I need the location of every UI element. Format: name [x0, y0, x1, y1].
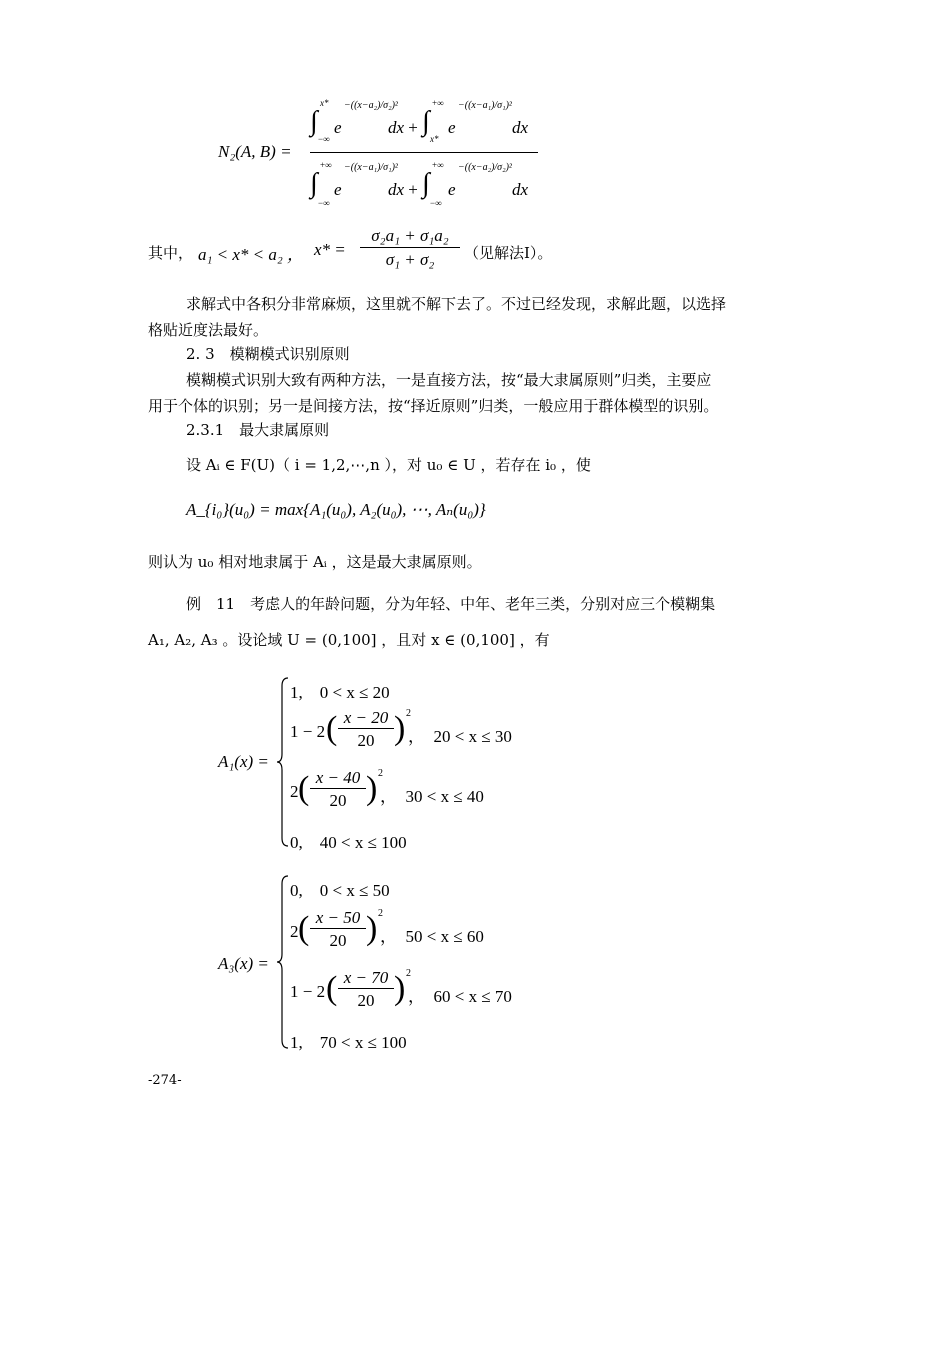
n2-numerator: ∫ x* −∞ e −((x−a₂)/σ₂)² dx + ∫ +∞ x* e −((x−a₁)/σ₁)² dx — [310, 98, 529, 144]
para5-example-line1: 例 11 考虑人的年龄问题，分为年轻、中年、老年三类，分别对应三个模糊集 — [186, 595, 716, 613]
a3-case2-numerator: x − 50 — [310, 908, 366, 929]
section-2-3-heading: 2. 3 模糊模式识别原则 — [186, 345, 350, 363]
a3-case4: 1, 70 < x ≤ 100 — [290, 1033, 407, 1052]
a1-case3-numerator: x − 40 — [310, 768, 366, 789]
xstar-denominator: σ₁ + σ₂ — [385, 250, 435, 269]
xstar-fraction — [360, 226, 460, 270]
a3-case2-prefix: 2 — [290, 922, 299, 941]
a1-case2-prefix: 1 − 2 — [290, 722, 326, 741]
a3-case3-denominator: 20 — [357, 991, 375, 1010]
n2-denominator: ∫ +∞ −∞ e −((x−a₁)/σ₁)² dx + ∫ +∞ −∞ e −((x−a₂)/σ₂)² dx — [310, 160, 529, 208]
a1-case2-numerator: x − 20 — [338, 708, 394, 729]
where-prefix: 其中， — [148, 244, 194, 262]
para4-conclusion: 则认为 u₀ 相对地隶属于 Aᵢ ，这是最大隶属原则。 — [148, 553, 482, 571]
a3-case3-numerator: x − 70 — [338, 968, 394, 989]
a3-case3-condition: ， 60 < x ≤ 70 — [408, 987, 512, 1006]
n2-fraction-bar — [310, 152, 538, 153]
n2-lhs: N₂(A, B) = — [218, 142, 292, 161]
where-suffix: （见解法Ⅰ）。 — [464, 244, 553, 262]
a3-lhs: A₃(x) = — [218, 954, 269, 973]
a1-case3-denominator: 20 — [329, 791, 347, 810]
para1-line1: 求解式中各积分非常麻烦，这里就不解下去了。不过已经发现，求解此题，以选择 — [186, 295, 727, 313]
n2-den-exp1: −((x−a₁)/σ₁)² — [344, 162, 398, 173]
para2-line1: 模糊模式识别大致有两种方法，一是直接方法，按“最大隶属原则”归类，主要应 — [186, 371, 712, 389]
a1-lhs: A₁(x) = — [218, 752, 269, 771]
xstar-lhs: x* = — [314, 240, 346, 259]
a3-case2-denominator: 20 — [329, 931, 347, 950]
equation-max-membership: A_{i₀}(u₀) = max{A₁(u₀), A₂(u₀), ⋯, Aₙ(u₀)} — [186, 500, 486, 519]
a3-case2-condition: ， 50 < x ≤ 60 — [380, 927, 484, 946]
n2-den-exp2: −((x−a₂)/σ₂)² — [458, 162, 512, 173]
section-2-3-1-heading: 2.3.1 最大隶属原则 — [186, 421, 330, 439]
n2-num-exp1: −((x−a₂)/σ₂)² — [344, 100, 398, 111]
a1-case4: 0, 40 < x ≤ 100 — [290, 833, 407, 852]
xstar-numerator: σ₂a₁ + σ₁a₂ — [360, 226, 460, 248]
para1-line2: 格贴近度法最好。 — [148, 321, 269, 339]
a3-left-brace — [276, 874, 290, 1050]
where-condition: a₁ < x* < a₂ ， — [198, 245, 305, 264]
equation-a3: A₃(x) = 0, 0 < x ≤ 50 2 ( $\frac{x - 50}{20}$ ) 2 ， 50 < x ≤ 60 1 − 2 ( $\frac{x - 70}{20}$ ) 2 ， 60 < x ≤ 70 1, 70 < x ≤ 100 — [218, 870, 538, 1050]
para5-example-line2: A₁, A₂, A₃ 。设论域 U = (0,100] ，且对 x ∈ (0,100] ，有 — [148, 631, 550, 649]
a1-case2-denominator: 20 — [357, 731, 375, 750]
a3-case1: 0, 0 < x ≤ 50 — [290, 881, 390, 900]
a1-left-brace — [276, 676, 290, 848]
page-number: -274- — [148, 1073, 182, 1088]
equation-n2 — [218, 92, 548, 214]
a1-case3-prefix: 2 — [290, 782, 299, 801]
a1-case1: 1, 0 < x ≤ 20 — [290, 683, 390, 702]
equation-a1: A₁(x) = 1, 0 < x ≤ 20 1 − 2 ( $\frac{x - 20}{20}$ ) 2 ， 20 < x ≤ 30 2 ( $\frac{x - 40}{20}$ ) 2 ， 30 < x ≤ 40 0, 40 < x ≤ 100 — [218, 672, 538, 852]
a3-case3-prefix: 1 − 2 — [290, 982, 326, 1001]
a1-case3-condition: ， 30 < x ≤ 40 — [380, 787, 484, 806]
para3-definition: 设 Aᵢ ∈ F(U)（ i = 1,2,⋯,n ），对 u₀ ∈ U ，若存在 i₀ ，使 — [186, 456, 591, 474]
n2-num-exp2: −((x−a₁)/σ₁)² — [458, 100, 512, 111]
para2-line2: 用于个体的识别；另一是间接方法，按“择近原则”归类，一般应用于群体模型的识别。 — [148, 397, 719, 415]
a1-case2-condition: ， 20 < x ≤ 30 — [408, 727, 512, 746]
